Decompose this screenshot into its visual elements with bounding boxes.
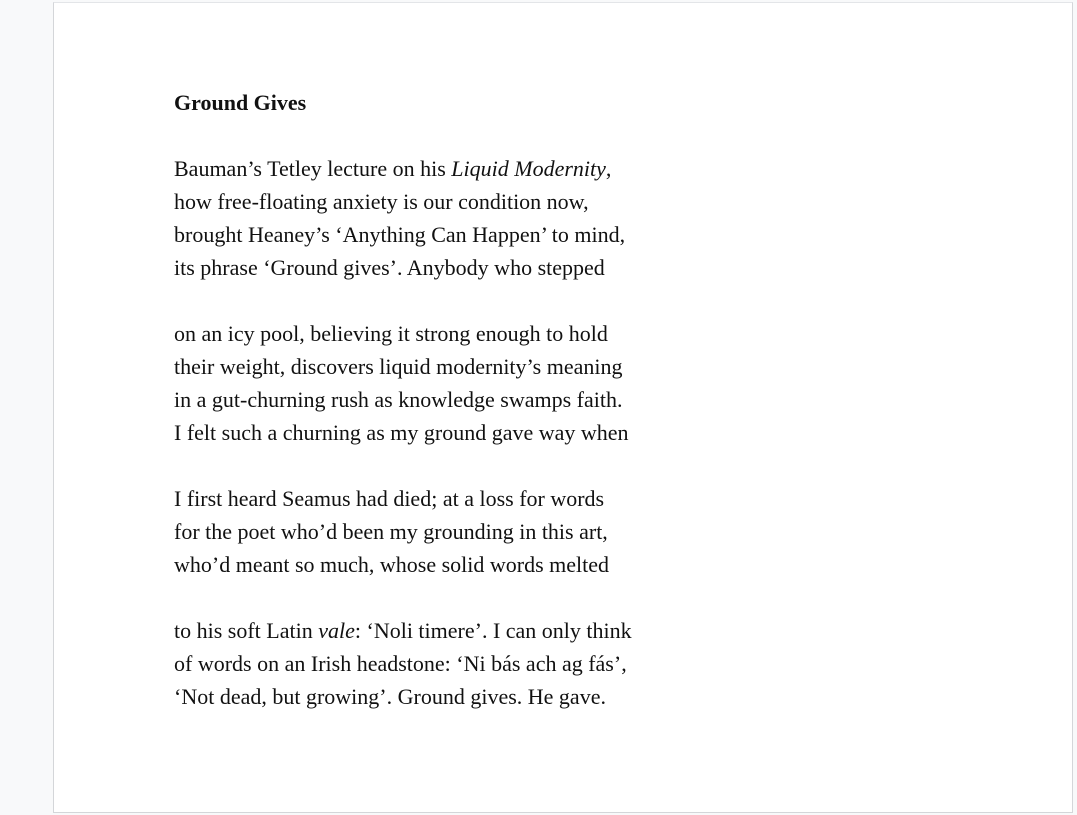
poem-line: on an icy pool, believing it strong enough to hold [174,321,608,346]
left-margin-gutter [0,0,53,815]
poem-line: its phrase ‘Ground gives’. Anybody who stepped [174,255,605,280]
poem-line: of words on an Irish headstone: ‘Ni bás ach ag fás’, [174,651,627,676]
poem-line: I first heard Seamus had died; at a loss for words [174,486,605,511]
poem-title: Ground Gives [174,90,307,115]
poem-line: brought Heaney’s ‘Anything Can Happen’ to mind, [174,222,626,247]
poem-body [174,86,774,746]
stanza-1 [174,152,774,284]
poem-line: to his soft Latin vale: ‘Noli timere’. I can only think [174,618,632,643]
poem-line: who’d meant so much, whose solid words melted [174,552,610,577]
poem-line: for the poet who’d been my grounding in this art, [174,519,608,544]
poem-line: I felt such a churning as my ground gave way when [174,420,629,445]
stanza-3 [174,482,774,581]
stanza-4 [174,614,774,713]
stanza-2 [174,317,774,449]
poem-line: ‘Not dead, but growing’. Ground gives. He gave. [174,684,606,709]
poem-line: Bauman’s Tetley lecture on his Liquid Modernity, [174,156,612,181]
poem-line: how free-floating anxiety is our condition now, [174,189,589,214]
document-page[interactable] [53,2,1073,813]
italic-word: vale [318,618,355,643]
poem-line: in a gut-churning rush as knowledge swamps faith. [174,387,623,412]
italic-title: Liquid Modernity [451,156,606,181]
poem-line: their weight, discovers liquid modernity’s meaning [174,354,623,379]
